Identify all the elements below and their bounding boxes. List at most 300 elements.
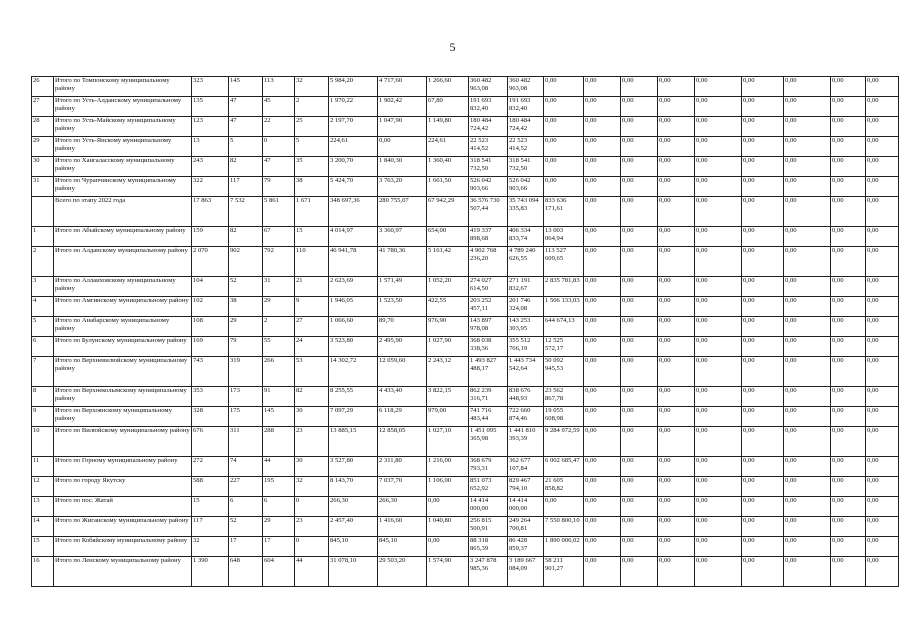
cell-value: 9 284 972,59	[544, 427, 584, 457]
cell-value: 792	[263, 247, 295, 277]
cell-value: 0,00	[621, 117, 658, 137]
cell-value: 833 636 171,61	[544, 197, 584, 227]
cell-value: 191 693 832,40	[508, 97, 544, 117]
cell-value: 4 902 768 236,20	[469, 247, 508, 277]
cell-value: 0,00	[742, 117, 784, 137]
cell-value: 0,00	[658, 457, 695, 477]
row-name: Итого по Вилюйскому муниципальному району	[54, 427, 192, 457]
cell-value: 0,00	[831, 227, 866, 247]
cell-value: 1 441 810 393,39	[508, 427, 544, 457]
cell-value: 0,00	[784, 457, 831, 477]
cell-value: 227	[229, 477, 263, 497]
cell-value: 0,00	[695, 197, 742, 227]
row-number: 2	[32, 247, 54, 277]
cell-value: 0,00	[742, 317, 784, 337]
cell-value: 23	[295, 427, 329, 457]
row-name: Итого по Алданскому муниципальному району	[54, 247, 192, 277]
cell-value: 0,00	[544, 97, 584, 117]
cell-value: 1 047,90	[378, 117, 427, 137]
row-name: Итого по Аллаиховскому муниципальному району	[54, 277, 192, 297]
cell-value: 851 073 652,92	[469, 477, 508, 497]
cell-value: 0,00	[544, 157, 584, 177]
cell-value: 32	[192, 537, 229, 557]
cell-value: 0,00	[695, 177, 742, 197]
cell-value: 0,00	[866, 457, 899, 477]
row-name: Итого по Анабарскому муниципальному району	[54, 317, 192, 337]
cell-value: 13 003 064,94	[544, 227, 584, 247]
cell-value: 0,00	[695, 77, 742, 97]
cell-value: 0,00	[831, 247, 866, 277]
cell-value: 319	[229, 357, 263, 387]
cell-value: 0,00	[742, 477, 784, 497]
cell-value: 169	[192, 337, 229, 357]
row-name: Итого по городу Якутску	[54, 477, 192, 497]
cell-value: 0,00	[584, 497, 621, 517]
cell-value: 355 512 766,19	[508, 337, 544, 357]
cell-value: 0,00	[695, 277, 742, 297]
cell-value: 654,00	[427, 227, 469, 247]
cell-value: 0,00	[866, 557, 899, 587]
cell-value: 2 623,69	[329, 277, 378, 297]
cell-value: 328	[192, 407, 229, 427]
cell-value: 360 482 963,08	[508, 77, 544, 97]
cell-value: 0,00	[784, 137, 831, 157]
cell-value: 2 197,70	[329, 117, 378, 137]
cell-value: 201 746 324,08	[508, 297, 544, 317]
table-row	[32, 387, 899, 407]
row-name: Итого по Чурапчинскому муниципальному району	[54, 177, 192, 197]
cell-value: 23	[295, 517, 329, 537]
cell-value: 0,00	[658, 247, 695, 277]
cell-value: 0,00	[584, 557, 621, 587]
cell-value: 0,00	[784, 317, 831, 337]
cell-value: 0,00	[621, 137, 658, 157]
cell-value: 173	[229, 387, 263, 407]
cell-value: 0,00	[621, 427, 658, 457]
cell-value: 7 097,29	[329, 407, 378, 427]
cell-value: 862 239 316,71	[469, 387, 508, 407]
cell-value: 0,00	[784, 387, 831, 407]
cell-value: 0,00	[831, 557, 866, 587]
cell-value: 979,00	[427, 407, 469, 427]
cell-value: 0,00	[695, 317, 742, 337]
cell-value: 0,00	[584, 317, 621, 337]
cell-value: 0,00	[784, 537, 831, 557]
cell-value: 0,00	[584, 137, 621, 157]
cell-value: 41 780,36	[378, 247, 427, 277]
row-name: Итого по Амгинскому муниципальному району	[54, 297, 192, 317]
cell-value: 0,00	[658, 557, 695, 587]
row-name: Итого по Усть-Майскому муниципальному району	[54, 117, 192, 137]
cell-value: 5 424,70	[329, 177, 378, 197]
cell-value: 0,00	[742, 407, 784, 427]
cell-value: 0,00	[866, 177, 899, 197]
cell-value: 0,00	[831, 117, 866, 137]
cell-value: 1 027,10	[427, 427, 469, 457]
cell-value: 0,00	[866, 97, 899, 117]
cell-value: 4 014,97	[329, 227, 378, 247]
cell-value: 0,00	[658, 477, 695, 497]
cell-value: 4 789 240 626,55	[508, 247, 544, 277]
cell-value: 0,00	[584, 277, 621, 297]
cell-value: 0,00	[695, 227, 742, 247]
cell-value: 0,00	[695, 387, 742, 407]
table-row	[32, 357, 899, 387]
cell-value: 67,80	[427, 97, 469, 117]
cell-value: 3 200,70	[329, 157, 378, 177]
row-number: 5	[32, 317, 54, 337]
row-number: 11	[32, 457, 54, 477]
cell-value: 0,00	[584, 407, 621, 427]
cell-value: 21 605 858,82	[544, 477, 584, 497]
cell-value: 0,00	[621, 537, 658, 557]
cell-value: 0	[263, 137, 295, 157]
cell-value: 274 027 614,50	[469, 277, 508, 297]
row-name: Итого по Ленскому муниципальному району	[54, 557, 192, 587]
cell-value: 0,00	[831, 497, 866, 517]
cell-value: 0,00	[866, 227, 899, 247]
cell-value: 0,00	[784, 177, 831, 197]
cell-value: 143 897 978,08	[469, 317, 508, 337]
cell-value: 50 092 945,53	[544, 357, 584, 387]
cell-value: 5 984,20	[329, 77, 378, 97]
cell-value: 0,00	[866, 497, 899, 517]
cell-value: 36 576 730 507,44	[469, 197, 508, 227]
cell-value: 1 661,50	[427, 177, 469, 197]
row-name: Итого по Усть-Алданскому муниципальному району	[54, 97, 192, 117]
cell-value: 271 191 832,67	[508, 277, 544, 297]
cell-value: 0,00	[658, 117, 695, 137]
row-number: 28	[32, 117, 54, 137]
cell-value: 180 484 724,42	[508, 117, 544, 137]
cell-value: 0,00	[866, 317, 899, 337]
cell-value: 0,00	[584, 477, 621, 497]
cell-value: 1 840,30	[378, 157, 427, 177]
cell-value: 29	[229, 317, 263, 337]
cell-value: 3 247 878 985,36	[469, 557, 508, 587]
row-number: 12	[32, 477, 54, 497]
cell-value: 82	[229, 227, 263, 247]
cell-value: 0,00	[621, 197, 658, 227]
cell-value: 0,00	[658, 277, 695, 297]
cell-value: 195	[263, 477, 295, 497]
cell-value: 0,00	[831, 317, 866, 337]
row-number: 9	[32, 407, 54, 427]
cell-value: 0,00	[658, 337, 695, 357]
cell-value: 0,00	[831, 477, 866, 497]
cell-value: 0,00	[658, 517, 695, 537]
table-row	[32, 97, 899, 117]
page-number: 5	[449, 40, 456, 54]
row-number: 31	[32, 177, 54, 197]
cell-value: 0,00	[621, 477, 658, 497]
table-row	[32, 297, 899, 317]
cell-value: 0,00	[784, 97, 831, 117]
cell-value: 0,00	[695, 457, 742, 477]
cell-value: 21	[295, 277, 329, 297]
cell-value: 135	[192, 97, 229, 117]
cell-value: 47	[229, 97, 263, 117]
cell-value: 224,61	[329, 137, 378, 157]
cell-value: 1 066,60	[329, 317, 378, 337]
cell-value: 0,00	[831, 537, 866, 557]
cell-value: 0,00	[584, 427, 621, 457]
cell-value: 3 822,15	[427, 387, 469, 407]
cell-value: 0,00	[621, 297, 658, 317]
cell-value: 0,00	[866, 337, 899, 357]
cell-value: 0,00	[866, 537, 899, 557]
cell-value: 91	[263, 387, 295, 407]
cell-value: 0,00	[742, 97, 784, 117]
cell-value: 322	[192, 177, 229, 197]
cell-value: 35 743 094 335,83	[508, 197, 544, 227]
cell-value: 180 484 724,42	[469, 117, 508, 137]
cell-value: 82	[229, 157, 263, 177]
cell-value: 0,00	[584, 387, 621, 407]
cell-value: 2 457,40	[329, 517, 378, 537]
table-row	[32, 337, 899, 357]
cell-value: 0,00	[866, 117, 899, 137]
cell-value: 0,00	[784, 337, 831, 357]
cell-value: 0,00	[658, 157, 695, 177]
cell-value: 644 674,13	[544, 317, 584, 337]
cell-value: 1 506 133,03	[544, 297, 584, 317]
cell-value: 0,00	[831, 357, 866, 387]
cell-value: 0,00	[695, 357, 742, 387]
cell-value: 0,00	[658, 177, 695, 197]
cell-value: 0,00	[584, 247, 621, 277]
table-row	[32, 407, 899, 427]
cell-value: 0,00	[584, 117, 621, 137]
cell-value: 102	[192, 297, 229, 317]
cell-value: 0,00	[866, 137, 899, 157]
row-name: Итого по Булунскому муниципальному району	[54, 337, 192, 357]
cell-value: 845,10	[378, 537, 427, 557]
cell-value: 0,00	[695, 497, 742, 517]
cell-value: 6	[263, 497, 295, 517]
table-row	[32, 157, 899, 177]
row-number: 7	[32, 357, 54, 387]
table-row	[32, 537, 899, 557]
cell-value: 12 525 572,17	[544, 337, 584, 357]
cell-value: 82	[295, 387, 329, 407]
cell-value: 29	[263, 517, 295, 537]
cell-value: 0,00	[831, 407, 866, 427]
cell-value: 104	[192, 277, 229, 297]
cell-value: 256 815 500,91	[469, 517, 508, 537]
cell-value: 17	[263, 537, 295, 557]
cell-value: 0,00	[584, 227, 621, 247]
cell-value: 1 493 827 488,17	[469, 357, 508, 387]
cell-value: 12 858,05	[378, 427, 427, 457]
cell-value: 1 523,50	[378, 297, 427, 317]
cell-value: 38	[295, 177, 329, 197]
cell-value: 0,00	[584, 337, 621, 357]
table-row	[32, 427, 899, 457]
cell-value: 311	[229, 427, 263, 457]
cell-value: 0,00	[784, 357, 831, 387]
cell-value: 203 252 457,11	[469, 297, 508, 317]
cell-value: 4 717,60	[378, 77, 427, 97]
cell-value: 25	[295, 117, 329, 137]
cell-value: 0,00	[658, 137, 695, 157]
cell-value: 722 660 874,46	[508, 407, 544, 427]
cell-value: 0,00	[427, 497, 469, 517]
cell-value: 29 503,20	[378, 557, 427, 587]
cell-value: 0,00	[544, 137, 584, 157]
cell-value: 362 677 107,84	[508, 457, 544, 477]
cell-value: 0,00	[742, 537, 784, 557]
cell-value: 0,00	[658, 537, 695, 557]
cell-value: 526 042 903,66	[508, 177, 544, 197]
cell-value: 3 523,80	[329, 337, 378, 357]
cell-value: 2 495,90	[378, 337, 427, 357]
row-number: 6	[32, 337, 54, 357]
cell-value: 1 360,40	[427, 157, 469, 177]
cell-value: 22 523 414,52	[469, 137, 508, 157]
cell-value: 53	[295, 357, 329, 387]
cell-value: 3 360,97	[378, 227, 427, 247]
cell-value: 0,00	[742, 297, 784, 317]
cell-value: 0,00	[866, 427, 899, 457]
cell-value: 0	[295, 537, 329, 557]
cell-value: 0,00	[584, 197, 621, 227]
cell-value: 3 763,20	[378, 177, 427, 197]
cell-value: 1 416,60	[378, 517, 427, 537]
cell-value: 0	[295, 497, 329, 517]
row-number: 16	[32, 557, 54, 587]
cell-value: 0,00	[695, 557, 742, 587]
cell-value: 17	[229, 537, 263, 557]
cell-value: 6 118,29	[378, 407, 427, 427]
cell-value: 0,00	[742, 557, 784, 587]
cell-value: 0,00	[621, 77, 658, 97]
cell-value: 3 527,80	[329, 457, 378, 477]
cell-value: 0,00	[831, 297, 866, 317]
cell-value: 0,00	[831, 137, 866, 157]
cell-value: 0,00	[831, 457, 866, 477]
cell-value: 526 042 903,66	[469, 177, 508, 197]
cell-value: 0,00	[784, 517, 831, 537]
cell-value: 1 106,00	[427, 477, 469, 497]
cell-value: 1 574,90	[427, 557, 469, 587]
row-number: 4	[32, 297, 54, 317]
cell-value: 0,00	[742, 277, 784, 297]
cell-value: 32	[295, 477, 329, 497]
row-name: Итого по Хангаласскому муниципальному району	[54, 157, 192, 177]
cell-value: 0,00	[695, 477, 742, 497]
table-row	[32, 457, 899, 477]
cell-value: 14 302,72	[329, 357, 378, 387]
cell-value: 1 571,49	[378, 277, 427, 297]
table-row	[32, 557, 899, 587]
cell-value: 0,00	[742, 157, 784, 177]
cell-value: 902	[229, 247, 263, 277]
cell-value: 159	[192, 227, 229, 247]
cell-value: 12 059,60	[378, 357, 427, 387]
cell-value: 0,00	[866, 277, 899, 297]
cell-value: 0,00	[742, 497, 784, 517]
cell-value: 1 266,60	[427, 77, 469, 97]
cell-value: 0,00	[742, 357, 784, 387]
cell-value: 0,00	[621, 227, 658, 247]
cell-value: 143 253 303,95	[508, 317, 544, 337]
cell-value: 368 038 338,36	[469, 337, 508, 357]
table-row	[32, 117, 899, 137]
cell-value: 266	[263, 357, 295, 387]
cell-value: 0,00	[784, 477, 831, 497]
cell-value: 829 467 794,10	[508, 477, 544, 497]
cell-value: 1 671	[295, 197, 329, 227]
cell-value: 0,00	[695, 427, 742, 457]
cell-value: 46 941,78	[329, 247, 378, 277]
cell-value: 0,00	[784, 557, 831, 587]
cell-value: 0,00	[742, 227, 784, 247]
cell-value: 0,00	[658, 227, 695, 247]
cell-value: 55	[263, 337, 295, 357]
cell-value: 1 443 734 542,64	[508, 357, 544, 387]
cell-value: 17 863	[192, 197, 229, 227]
cell-value: 22	[263, 117, 295, 137]
cell-value: 0,00	[658, 427, 695, 457]
cell-value: 0,00	[584, 157, 621, 177]
cell-value: 52	[229, 517, 263, 537]
cell-value: 15	[192, 497, 229, 517]
cell-value: 2 311,80	[378, 457, 427, 477]
cell-value: 0,00	[695, 137, 742, 157]
row-name: Итого по Кобяйскому муниципальному району	[54, 537, 192, 557]
cell-value: 89,70	[378, 317, 427, 337]
cell-value: 0,00	[621, 387, 658, 407]
cell-value: 0,00	[784, 247, 831, 277]
table-row	[32, 197, 899, 227]
cell-value: 1 451 095 365,98	[469, 427, 508, 457]
cell-value: 0,00	[784, 157, 831, 177]
cell-value: 67 942,29	[427, 197, 469, 227]
cell-value: 353	[192, 387, 229, 407]
cell-value: 86 428 859,37	[508, 537, 544, 557]
cell-value: 0,00	[658, 407, 695, 427]
cell-value: 0,00	[621, 407, 658, 427]
cell-value: 0,00	[621, 97, 658, 117]
cell-value: 0,00	[784, 407, 831, 427]
cell-value: 0,00	[831, 337, 866, 357]
cell-value: 52	[229, 277, 263, 297]
cell-value: 1 149,80	[427, 117, 469, 137]
cell-value: 0,00	[621, 337, 658, 357]
cell-value: 0,00	[742, 247, 784, 277]
cell-value: 0,00	[831, 427, 866, 457]
cell-value: 47	[263, 157, 295, 177]
cell-value: 175	[229, 407, 263, 427]
cell-value: 7 037,70	[378, 477, 427, 497]
cell-value: 0,00	[866, 357, 899, 387]
cell-value: 13	[192, 137, 229, 157]
cell-value: 588	[192, 477, 229, 497]
cell-value: 8 143,70	[329, 477, 378, 497]
cell-value: 30	[295, 457, 329, 477]
cell-value: 0,00	[621, 517, 658, 537]
cell-value: 0,00	[658, 357, 695, 387]
cell-value: 0,00	[831, 387, 866, 407]
table-row	[32, 137, 899, 157]
cell-value: 0,00	[621, 247, 658, 277]
cell-value: 31 078,10	[329, 557, 378, 587]
row-number: 27	[32, 97, 54, 117]
cell-value: 32	[295, 77, 329, 97]
cell-value: 348 697,36	[329, 197, 378, 227]
cell-value: 360 482 963,08	[469, 77, 508, 97]
